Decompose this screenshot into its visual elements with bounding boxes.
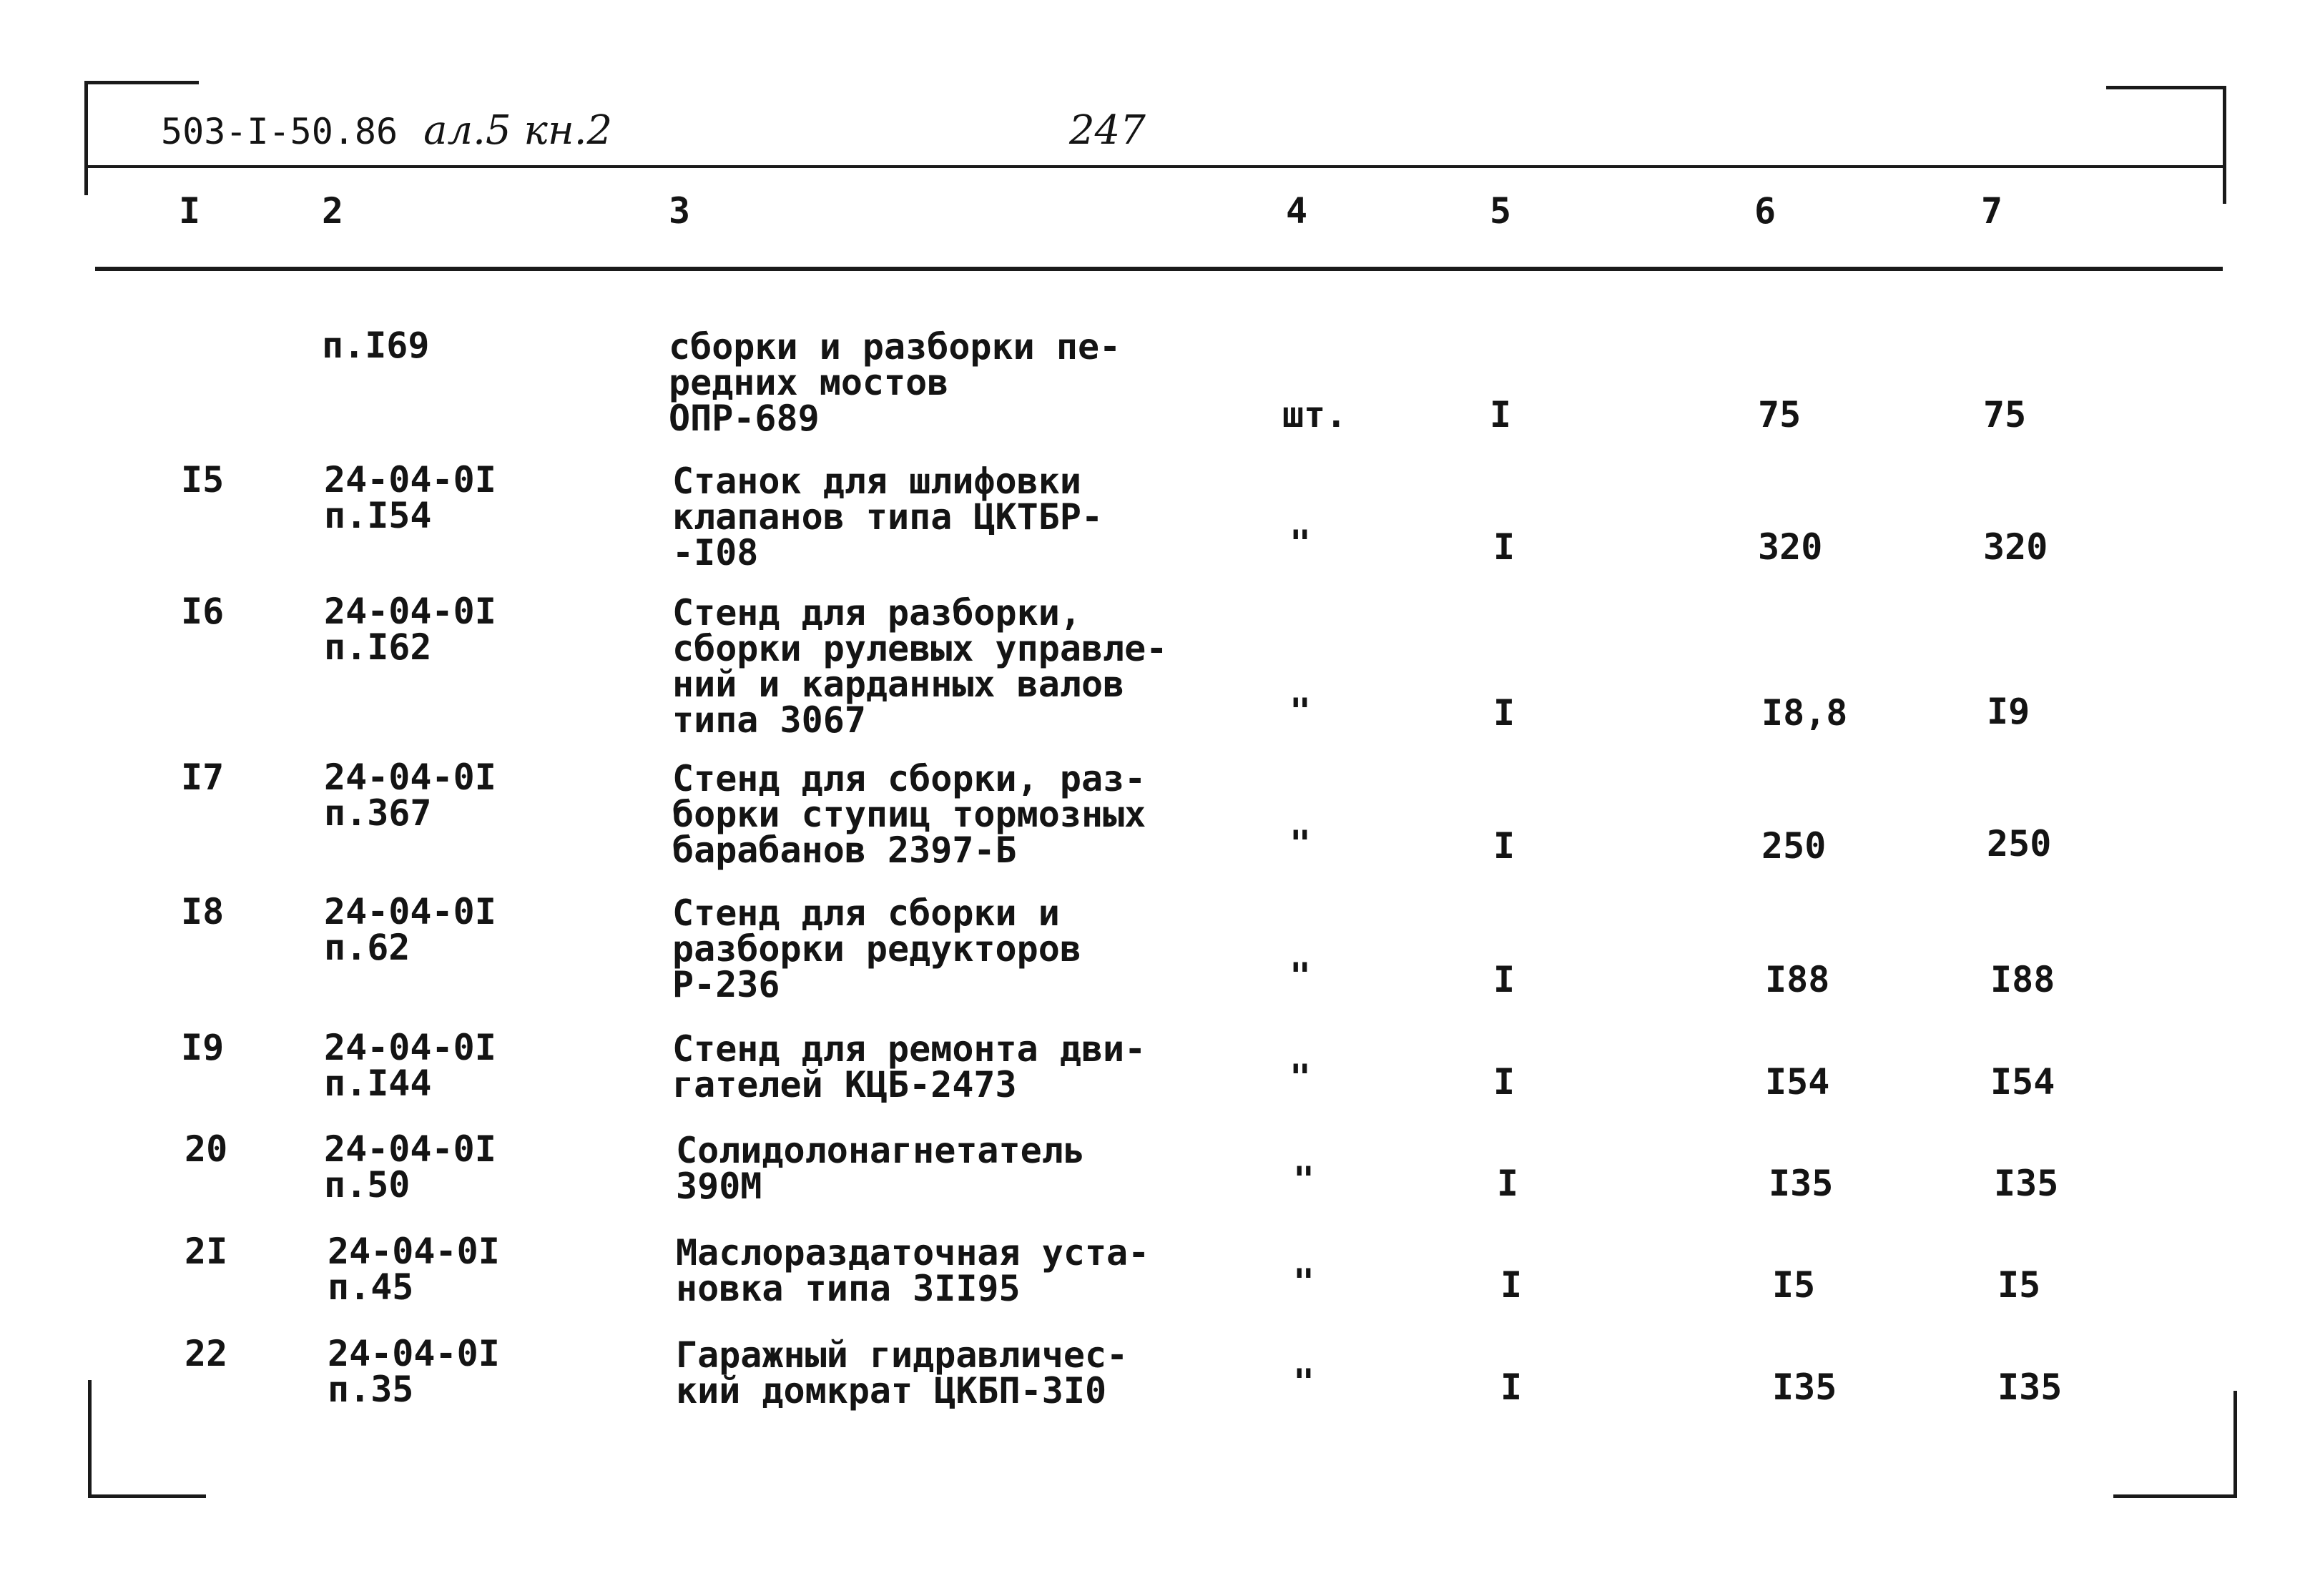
name-line: борки ступиц тормозных xyxy=(672,794,1146,835)
ref-line: 24-04-0I xyxy=(324,1027,496,1068)
ref-line: п.62 xyxy=(324,927,411,968)
row-price: I8,8 xyxy=(1761,692,1848,734)
name-line: ний и карданных валов xyxy=(672,664,1125,705)
row-price: 250 xyxy=(1761,825,1827,867)
row-unit: " xyxy=(1289,523,1312,564)
name-line: Р-236 xyxy=(672,964,780,1005)
row-unit: " xyxy=(1289,691,1312,732)
row-unit: " xyxy=(1293,1159,1315,1201)
row-total: I35 xyxy=(1997,1366,2063,1408)
row-ref xyxy=(324,591,496,668)
column-number-7: 7 xyxy=(1981,190,2003,232)
name-line: Станок для шлифовки xyxy=(672,460,1081,502)
name-line: Гаражный гидравличес- xyxy=(676,1334,1129,1376)
row-price: I35 xyxy=(1769,1163,1834,1204)
row-name xyxy=(672,460,1104,573)
row-number: I7 xyxy=(181,757,225,798)
row-total: I35 xyxy=(1994,1163,2059,1204)
row-total: I88 xyxy=(1990,959,2055,1000)
ref-line: п.I44 xyxy=(324,1063,432,1104)
row-qty: I xyxy=(1500,1264,1523,1306)
row-ref xyxy=(328,1333,500,1410)
name-line: гателей КЦБ-2473 xyxy=(672,1064,1017,1105)
row-unit: " xyxy=(1289,823,1312,864)
name-line: 390М xyxy=(676,1166,762,1207)
row-name xyxy=(672,758,1146,871)
ref-line: п.I69 xyxy=(322,325,430,366)
row-unit: " xyxy=(1289,955,1312,997)
row-unit: шт. xyxy=(1282,394,1347,435)
row-ref xyxy=(324,459,496,536)
name-line: сборки и разборки пе- xyxy=(669,326,1121,368)
row-number: 22 xyxy=(185,1333,228,1374)
document-code xyxy=(161,107,612,154)
name-line: барабанов 2397-Б xyxy=(672,829,1017,871)
column-number-3: 3 xyxy=(669,190,691,232)
row-number: I6 xyxy=(181,591,225,632)
frame-bottom-right-h xyxy=(2113,1494,2237,1498)
row-price: I54 xyxy=(1765,1061,1830,1103)
row-qty: I xyxy=(1493,526,1515,568)
frame-top-right-v xyxy=(2223,86,2226,204)
name-line: Маслораздаточная уста- xyxy=(676,1232,1150,1274)
row-qty: I xyxy=(1490,394,1512,435)
ref-line: 24-04-0I xyxy=(328,1333,500,1374)
handwritten-note: ал.5 кн.2 xyxy=(423,107,613,154)
column-number-6: 6 xyxy=(1754,190,1776,232)
row-price: I5 xyxy=(1772,1264,1816,1306)
row-name xyxy=(676,1130,1085,1207)
ref-line: 24-04-0I xyxy=(328,1231,500,1272)
row-ref xyxy=(324,891,496,968)
row-total: I54 xyxy=(1990,1061,2055,1103)
row-name xyxy=(676,1334,1129,1412)
column-number-4: 4 xyxy=(1286,190,1308,232)
ref-line: п.45 xyxy=(328,1266,414,1308)
header-divider xyxy=(84,165,2226,168)
name-line: типа 3067 xyxy=(672,699,866,741)
row-unit: " xyxy=(1289,1057,1312,1098)
name-line: Солидолонагнетатель xyxy=(676,1130,1085,1171)
frame-bottom-left-v xyxy=(88,1380,92,1498)
row-total: I5 xyxy=(1997,1264,2041,1306)
ref-line: п.I62 xyxy=(324,626,432,668)
page-number: 247 xyxy=(1069,107,1146,154)
row-ref xyxy=(324,1027,496,1104)
ref-line: 24-04-0I xyxy=(324,591,496,632)
document-code-text: 503-I-50.86 xyxy=(161,111,398,152)
row-name xyxy=(672,1028,1146,1105)
column-header-rule xyxy=(95,267,2223,271)
row-price: I88 xyxy=(1765,959,1830,1000)
row-price: 320 xyxy=(1758,526,1823,568)
row-qty: I xyxy=(1493,959,1515,1000)
row-ref xyxy=(328,1231,500,1308)
row-number: I9 xyxy=(181,1027,225,1068)
column-number-2: 2 xyxy=(322,190,344,232)
name-line: сборки рулевых управле- xyxy=(672,628,1168,669)
row-name xyxy=(676,1232,1150,1309)
row-number: I5 xyxy=(181,459,225,501)
name-line: ОПР-689 xyxy=(669,398,820,439)
row-unit: " xyxy=(1293,1261,1315,1303)
row-number: 2I xyxy=(185,1231,228,1272)
column-number-5: 5 xyxy=(1490,190,1512,232)
ref-line: п.35 xyxy=(328,1369,414,1410)
ref-line: 24-04-0I xyxy=(324,1128,496,1170)
row-ref xyxy=(324,757,496,834)
row-ref xyxy=(324,1128,496,1206)
row-total: 250 xyxy=(1987,823,2052,864)
ref-line: 24-04-0I xyxy=(324,459,496,501)
row-total: I9 xyxy=(1987,691,2030,732)
ref-line: 24-04-0I xyxy=(324,891,496,932)
name-line: редних мостов xyxy=(669,362,949,403)
row-qty: I xyxy=(1493,692,1515,734)
row-price: I35 xyxy=(1772,1366,1837,1408)
name-line: кий домкрат ЦКБП-3I0 xyxy=(676,1370,1107,1412)
frame-top-right-h xyxy=(2106,86,2226,89)
name-line: -I08 xyxy=(672,532,759,573)
row-qty: I xyxy=(1493,1061,1515,1103)
row-price: 75 xyxy=(1758,394,1802,435)
row-number: I8 xyxy=(181,891,225,932)
row-unit: " xyxy=(1293,1361,1315,1403)
ref-line: п.I54 xyxy=(324,495,432,536)
row-name xyxy=(672,592,1168,741)
ref-line: п.50 xyxy=(324,1164,411,1206)
name-line: Стенд для ремонта дви- xyxy=(672,1028,1146,1070)
row-name xyxy=(672,892,1081,1005)
name-line: Стенд для разборки, xyxy=(672,592,1081,634)
ref-line: п.367 xyxy=(324,792,432,834)
ref-line: 24-04-0I xyxy=(324,757,496,798)
frame-top-left-v xyxy=(84,81,88,195)
name-line: клапанов типа ЦКТБР- xyxy=(672,496,1104,538)
row-qty: I xyxy=(1500,1366,1523,1408)
row-ref xyxy=(322,325,430,366)
name-line: новка типа 3II95 xyxy=(676,1268,1021,1309)
column-number-1: I xyxy=(179,190,201,232)
frame-bottom-left-h xyxy=(88,1494,206,1498)
row-qty: I xyxy=(1497,1163,1519,1204)
row-name xyxy=(669,326,1121,439)
frame-bottom-right-v xyxy=(2233,1391,2237,1498)
row-total: 320 xyxy=(1983,526,2048,568)
row-total: 75 xyxy=(1983,394,2027,435)
row-qty: I xyxy=(1493,825,1515,867)
name-line: Стенд для сборки, раз- xyxy=(672,758,1146,799)
row-number: 20 xyxy=(185,1128,228,1170)
name-line: Стенд для сборки и xyxy=(672,892,1060,934)
frame-top-left-h xyxy=(84,81,199,84)
name-line: разборки редукторов xyxy=(672,928,1081,970)
